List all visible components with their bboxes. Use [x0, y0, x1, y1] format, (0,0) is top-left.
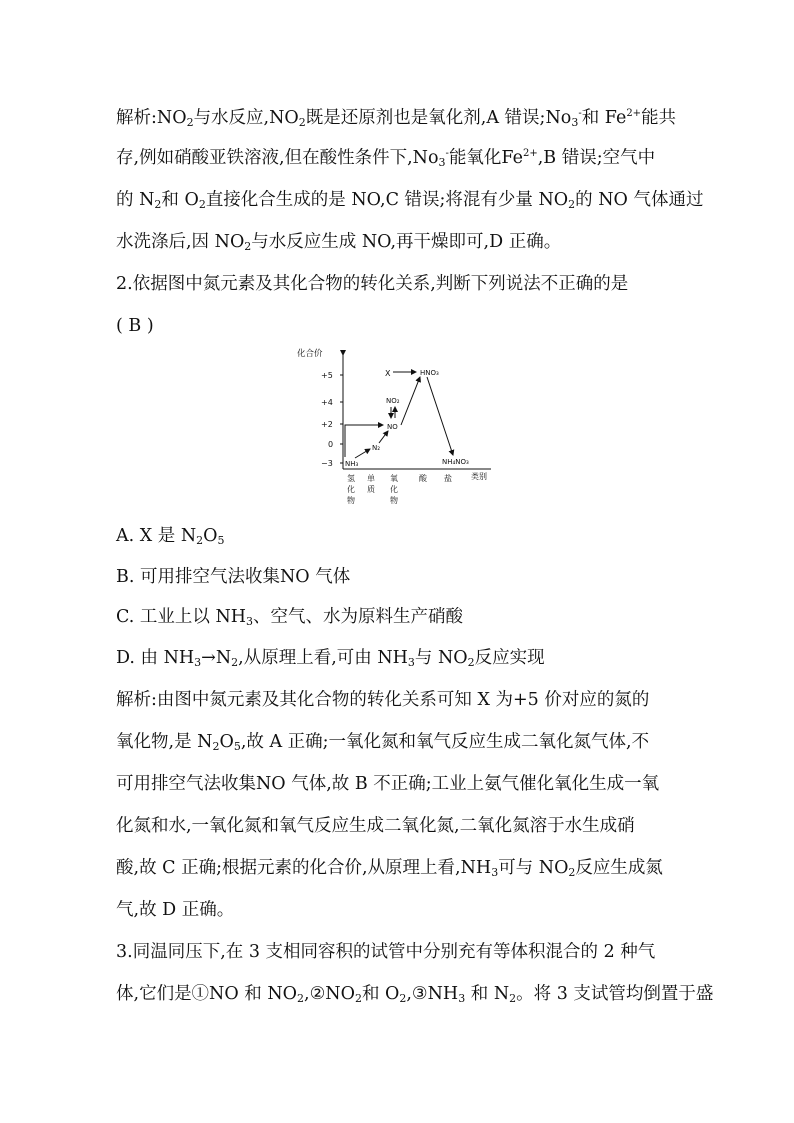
question-3-line-2: 体,它们是①NO 和 $NO_2,②NO_2$和 $O_2,③NH_3$ 和 $N_2$。将 3 支试管均倒置于盛	[116, 984, 714, 1005]
option-d: D. 由 $NH_3\to N_2$,从原理上看,可由 $NH_3$与 $NO_2$反应实现	[116, 648, 545, 669]
analysis-1-line-3: 的 $N_2$和 $O_2$直接化合生成的是 NO,C 错误;将混有少量 $NO_2$的 NO 气体通过	[116, 190, 704, 211]
analysis-1-line-2: 存,例如硝酸亚铁溶液,但在酸性条件下$,No_3^-$能氧化$Fe^{2+},B$ 错误;空气中	[116, 148, 656, 169]
analysis-2-line-4: 化氮和水,一氧化氮和氧气反应生成二氧化氮,二氧化氮溶于水生成硝	[116, 816, 635, 836]
x-axis-title: 类别	[471, 472, 487, 481]
analysis-2-line-3: 可用排空气法收集NO 气体,故 B 不正确;工业上氨气催化氧化生成一氧	[116, 774, 660, 794]
x-cat-oxide-3: 物	[390, 496, 398, 505]
analysis-1-line-1: 解析$:NO_2$与水反应$,NO_2$既是还原剂也是氧化剂,A 错误$;No_3^-$和 $Fe^{2+}$能共	[116, 108, 677, 129]
option-c: C. 工业上以 $NH_3$、空气、水为原料生产硝酸	[116, 607, 464, 628]
node-nh3: NH₃	[345, 460, 359, 468]
y-tick-plus4: +4	[321, 398, 333, 407]
node-nh4no3: NH₄NO₃	[442, 458, 469, 466]
analysis-1-line-4: 水洗涤后,因 $NO_2$与水反应生成 NO,再干燥即可,D 正确。	[116, 232, 562, 253]
analysis-2-line-1: 解析:由图中氮元素及其化合物的转化关系可知 X 为+5 价对应的氮的	[116, 690, 650, 710]
analysis-2-line-5: 酸,故 C 正确;根据元素的化合价,从原理上看$,NH_3$可与 $NO_2$反应生成氮	[116, 858, 663, 879]
x-cat-element-2: 质	[367, 485, 375, 494]
question-2-answer: ( B )	[116, 316, 154, 336]
x-cat-hydride-1: 氢	[347, 474, 355, 483]
y-tick-minus3: −3	[321, 459, 333, 468]
option-b: B. 可用排空气法收集NO 气体	[116, 567, 351, 587]
analysis-2-line-2: 氧化物,是 $N_2O_5$,故 A 正确;一氧化氮和氧气反应生成二氧化氮气体,不	[116, 732, 650, 753]
x-cat-oxide-2: 化	[390, 485, 398, 494]
nitrogen-conversion-diagram	[295, 345, 505, 515]
x-cat-salt: 盐	[444, 474, 452, 483]
y-tick-plus2: +2	[321, 420, 333, 429]
analysis-2-line-6: 气,故 D 正确。	[116, 900, 235, 920]
question-2-stem: 2.依据图中氮元素及其化合物的转化关系,判断下列说法不正确的是	[116, 274, 629, 294]
node-no: NO	[387, 423, 398, 431]
y-tick-plus5: +5	[321, 371, 333, 380]
x-cat-acid: 酸	[419, 474, 427, 483]
node-n2: N₂	[372, 444, 381, 452]
option-a: A. X 是 $N_2O_5$	[116, 526, 225, 547]
node-x: X	[385, 369, 391, 378]
x-cat-element-1: 单	[367, 474, 375, 483]
node-no2: NO₂	[386, 397, 400, 405]
node-hno3: HNO₃	[420, 369, 439, 377]
y-tick-zero: 0	[328, 440, 334, 449]
x-cat-oxide-1: 氧	[390, 474, 398, 483]
question-3-line-1: 3.同温同压下,在 3 支相同容积的试管中分别充有等体积混合的 2 种气	[116, 942, 656, 962]
x-cat-hydride-2: 化	[347, 485, 355, 494]
y-axis-title: 化合价	[297, 349, 323, 359]
x-cat-hydride-3: 物	[347, 496, 355, 505]
